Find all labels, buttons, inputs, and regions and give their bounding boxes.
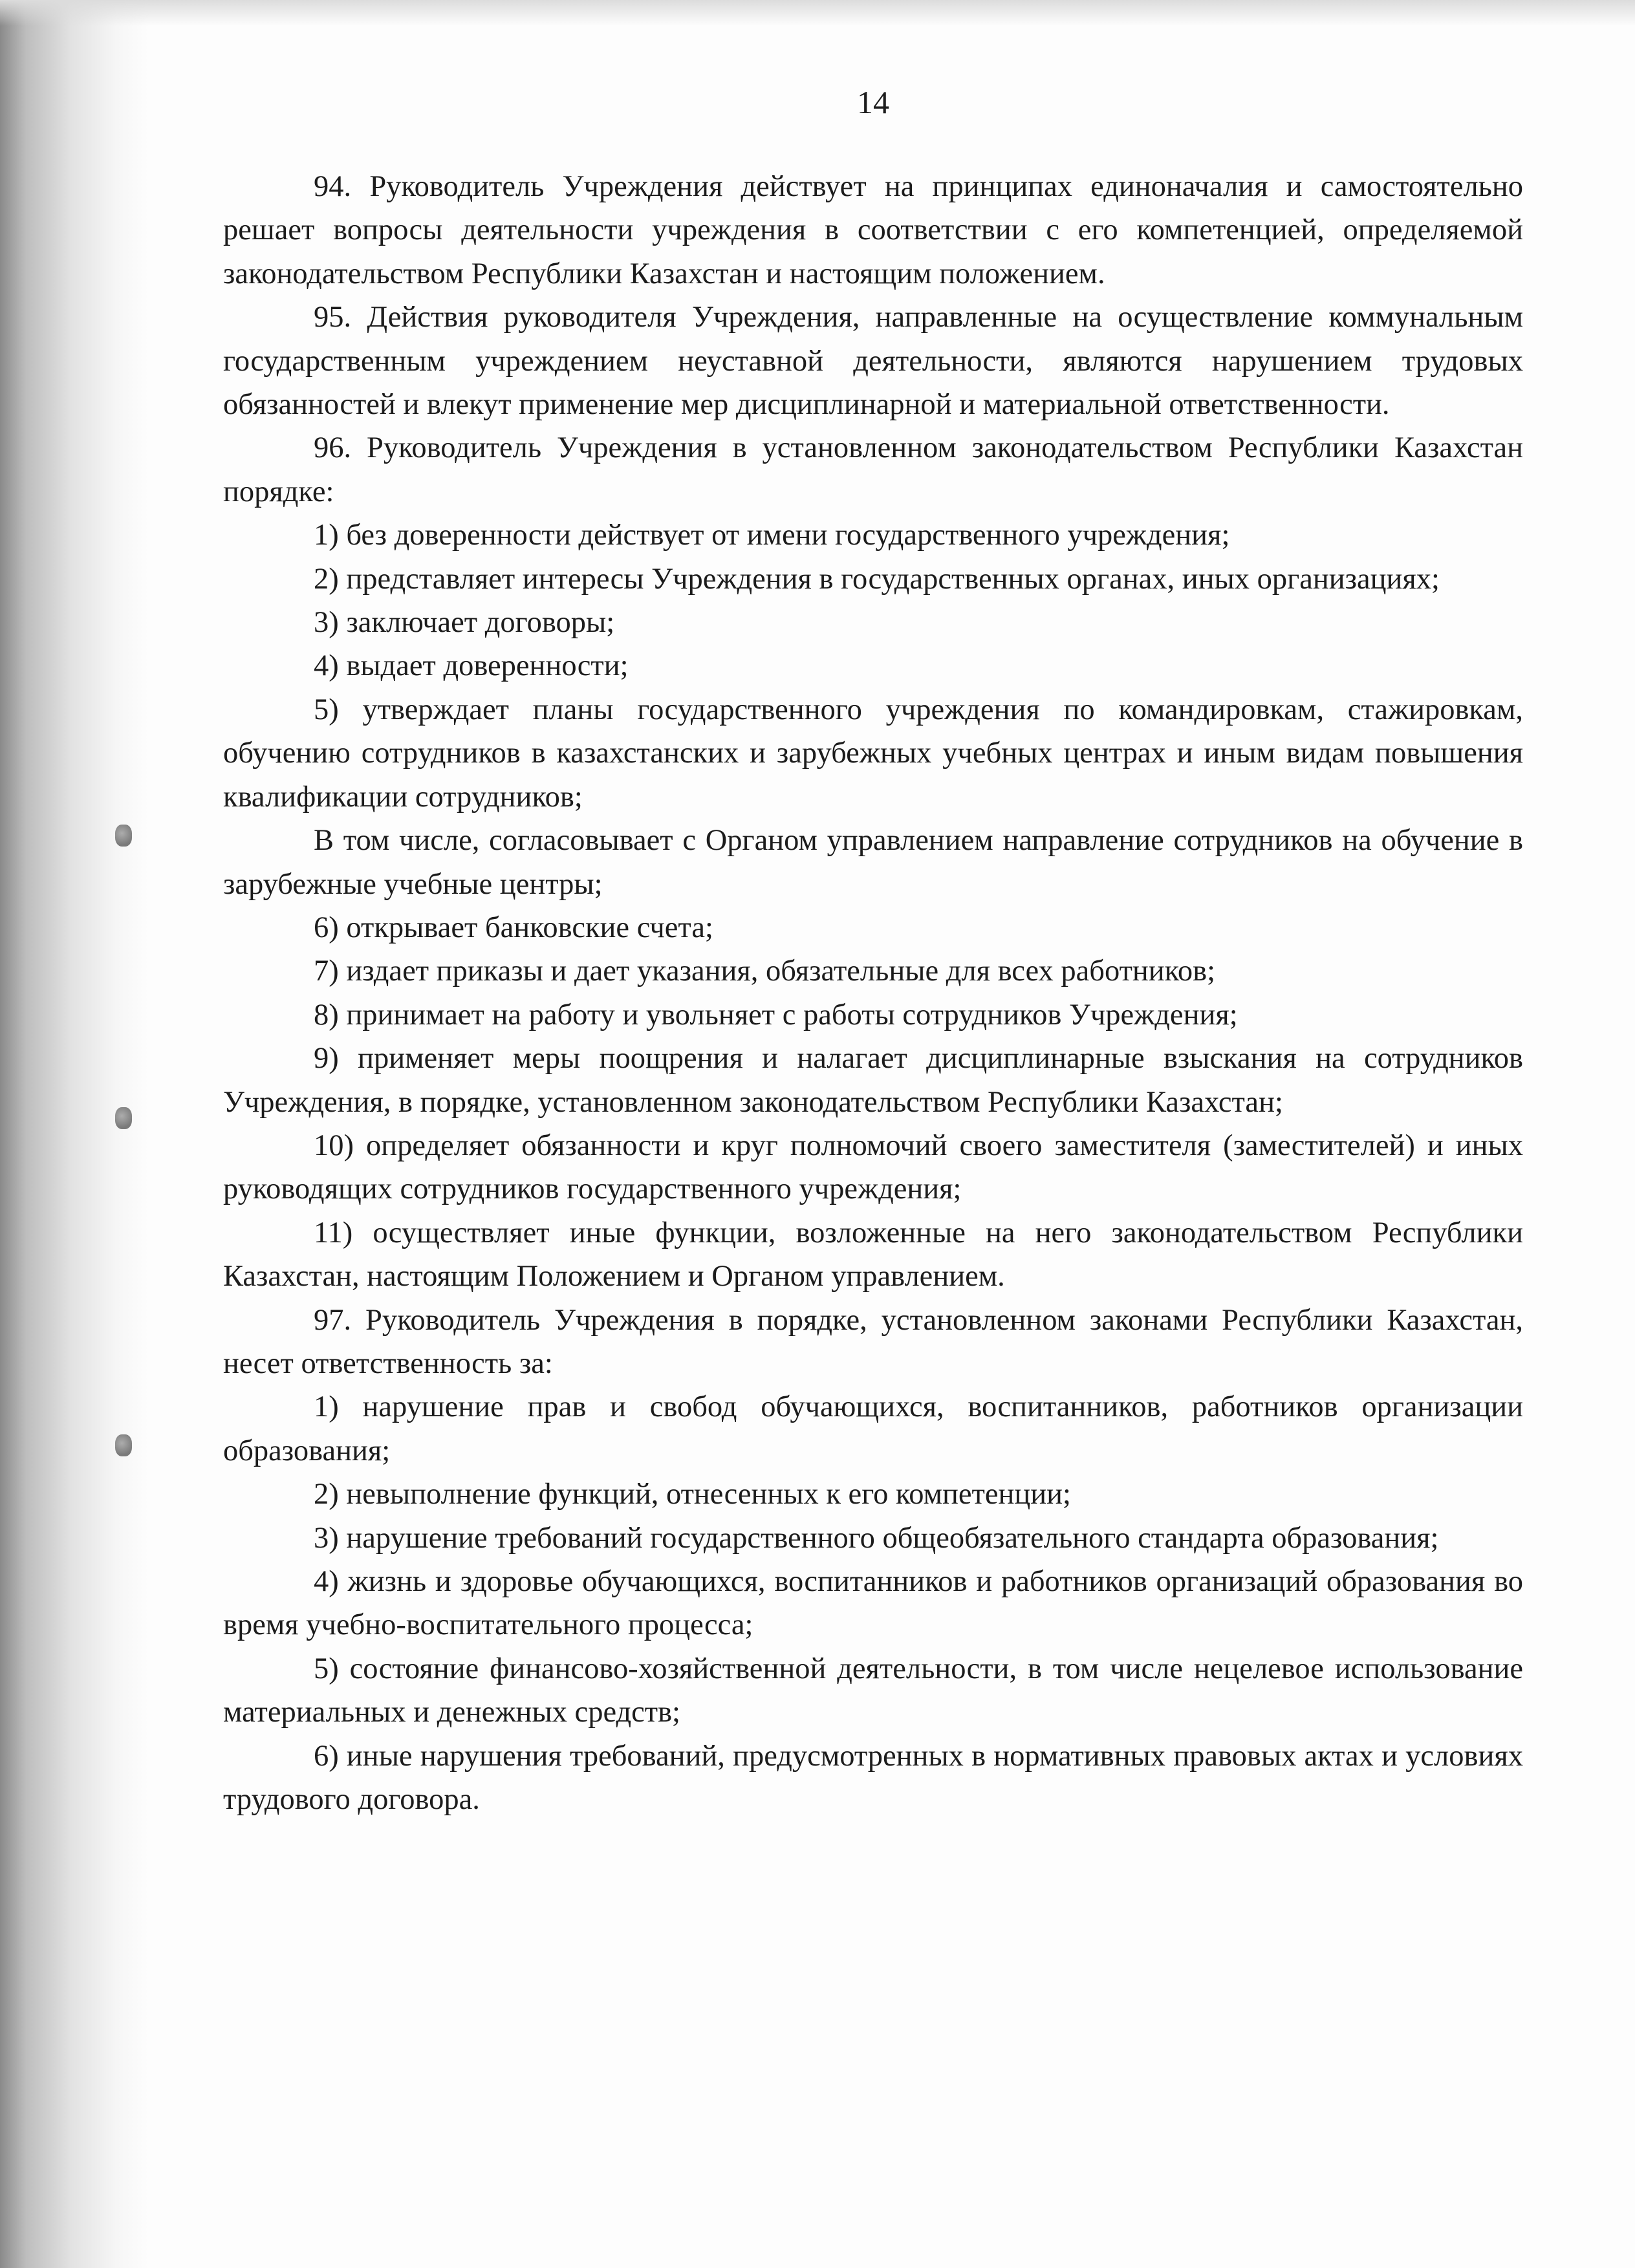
list-item: 2) невыполнение функций, отнесенных к его компетенции; xyxy=(314,1478,1071,1511)
paragraph-94: 94. Руководитель Учреждения действует на принципах единоначалия и самостоятельно решает вопросы деятельности учреждения в соответствии с его компетенцией, определяемой законодательством Республики Казахстан и настоящим положением. xyxy=(223,170,1523,290)
document-body xyxy=(223,165,1523,1821)
list-item: 3) нарушение требований государственного общеобязательного стандарта образования; xyxy=(314,1521,1439,1555)
list-item: 10) определяет обязанности и круг полномочий своего заместителя (заместителей) и иных руководящих сотрудников государственного учреждения; xyxy=(223,1129,1523,1206)
list-item: 4) жизнь и здоровье обучающихся, воспитанников и работников организаций образования во время учебно-воспитательного процесса; xyxy=(223,1565,1523,1642)
paragraph-96: 96. Руководитель Учреждения в установленном законодательством Республики Казахстан порядке: xyxy=(223,431,1523,508)
top-edge-shadow xyxy=(0,0,1635,26)
paragraph-97: 97. Руководитель Учреждения в порядке, установленном законами Республики Казахстан, несет ответственность за: xyxy=(223,1303,1523,1380)
list-item: 3) заключает договоры; xyxy=(314,606,615,640)
list-item: 1) нарушение прав и свобод обучающихся, воспитанников, работников организации образования; xyxy=(223,1390,1523,1467)
list-item: В том числе, согласовывает с Органом управлением направление сотрудников на обучение в зарубежные учебные центры; xyxy=(223,824,1523,901)
list-item: 8) принимает на работу и увольняет с работы сотрудников Учреждения; xyxy=(314,998,1238,1031)
paragraph-95: 95. Действия руководителя Учреждения, направленные на осуществление коммунальным государственным учреждением неуставной деятельности, являются нарушением трудовых обязанностей и влекут применение мер дисциплинарной и материальной ответственности. xyxy=(223,301,1523,422)
list-item: 5) утверждает планы государственного учреждения по командировкам, стажировкам, обучению сотрудников в казахстанских и зарубежных учебных центрах и иным видам повышения квалификации сотрудников; xyxy=(223,693,1523,814)
list-item: 2) представляет интересы Учреждения в государственных органах, иных организациях; xyxy=(314,562,1440,596)
list-item: 5) состояние финансово-хозяйственной деятельности, в том числе нецелевое использование материальных и денежных средств; xyxy=(223,1652,1523,1729)
list-item: 11) осуществляет иные функции, возложенные на него законодательством Республики Казахстан, настоящим Положением и Органом управлением. xyxy=(223,1216,1523,1293)
staple-hole-icon xyxy=(115,825,132,847)
list-item: 9) применяет меры поощрения и налагает дисциплинарные взыскания на сотрудников Учреждения, в порядке, установленном законодательством Республики Казахстан; xyxy=(223,1042,1523,1119)
list-item: 1) без доверенности действует от имени государственного учреждения; xyxy=(314,519,1230,552)
list-item: 6) иные нарушения требований, предусмотренных в нормативных правовых актах и условиях трудового договора. xyxy=(223,1739,1523,1817)
list-item: 4) выдает доверенности; xyxy=(314,649,629,683)
page-number: 14 xyxy=(857,84,889,120)
binding-shadow xyxy=(0,0,149,2268)
staple-hole-icon xyxy=(115,1434,132,1456)
staple-hole-icon xyxy=(115,1107,132,1129)
list-item: 6) открывает банковские счета; xyxy=(314,911,713,944)
list-item: 7) издает приказы и дает указания, обязательные для всех работников; xyxy=(314,955,1216,988)
